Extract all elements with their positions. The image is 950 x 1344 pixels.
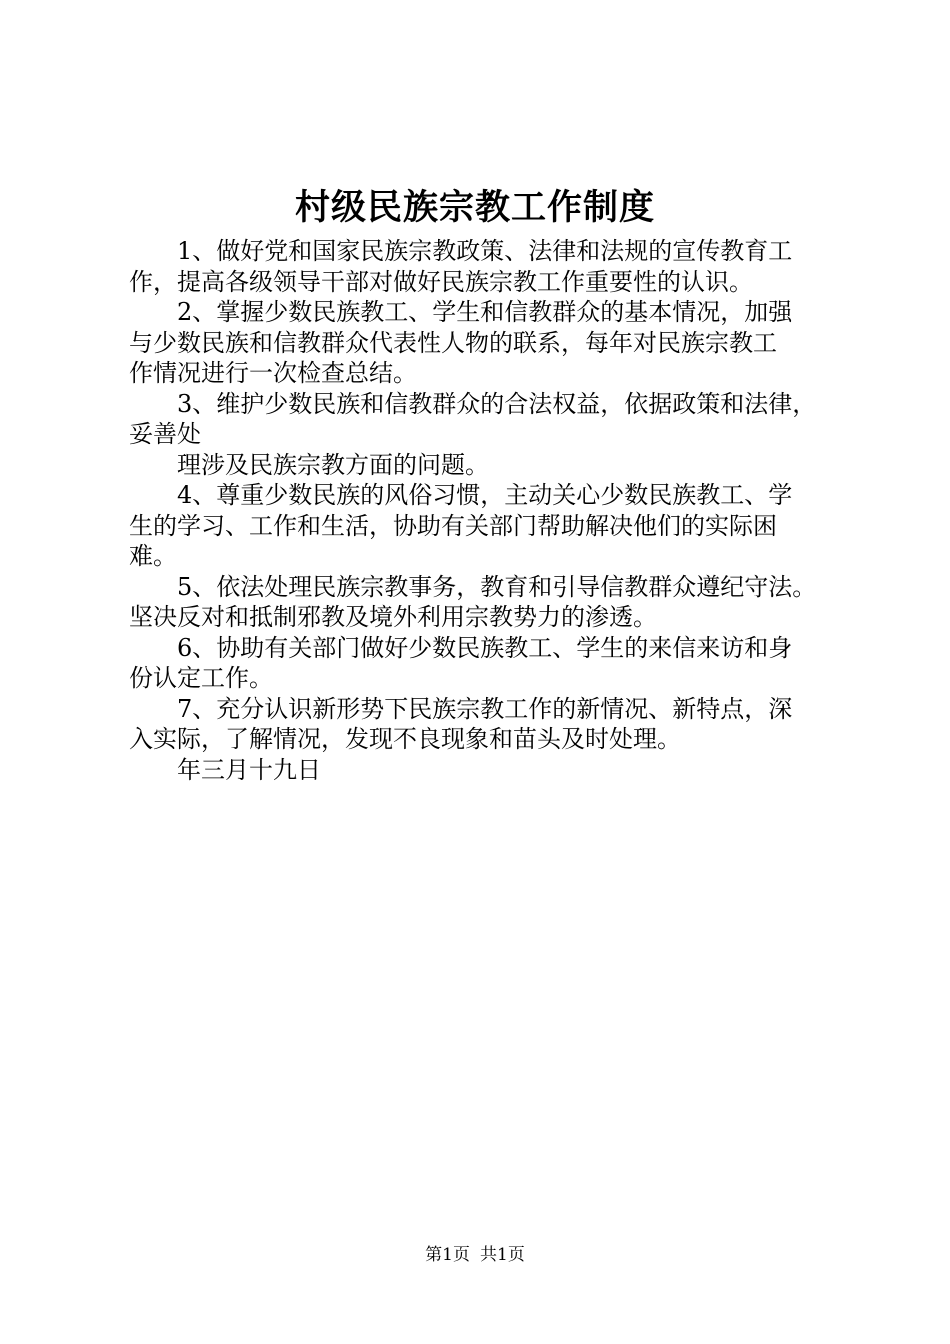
body-line: 难。 bbox=[129, 542, 177, 570]
page-number-total: 共1页 bbox=[480, 1245, 525, 1265]
body-line: 作情况进行一次检查总结。 bbox=[129, 359, 417, 387]
body-line: 6、协助有关部门做好少数民族教工、学生的来信来访和身 bbox=[177, 633, 793, 662]
body-line: 年三月十九日 bbox=[177, 755, 321, 784]
body-line: 3、维护少数民族和信教群众的合法权益，依据政策和法律， bbox=[177, 389, 817, 418]
body-line: 2、掌握少数民族教工、学生和信教群众的基本情况，加强 bbox=[177, 298, 793, 326]
body-line: 理涉及民族宗教方面的问题。 bbox=[177, 450, 489, 479]
document-body bbox=[129, 236, 857, 785]
body-line: 生的学习、工作和生活，协助有关部门帮助解决他们的实际困 bbox=[129, 511, 777, 540]
document-title: 村级民族宗教工作制度 bbox=[294, 187, 655, 228]
body-line: 份认定工作。 bbox=[129, 664, 273, 692]
page-number-current: 第1页 bbox=[425, 1245, 470, 1265]
body-line: 5、依法处理民族宗教事务，教育和引导信教群众遵纪守法。 bbox=[177, 572, 817, 601]
page-footer bbox=[0, 1243, 950, 1267]
body-line: 坚决反对和抵制邪教及境外利用宗教势力的渗透。 bbox=[129, 603, 657, 631]
body-line: 作，提高各级领导干部对做好民族宗教工作重要性的认识。 bbox=[129, 267, 753, 296]
body-line: 4、尊重少数民族的风俗习惯，主动关心少数民族教工、学 bbox=[177, 481, 793, 509]
body-line: 1、做好党和国家民族宗教政策、法律和法规的宣传教育工 bbox=[177, 237, 793, 265]
body-line: 7、充分认识新形势下民族宗教工作的新情况、新特点，深 bbox=[177, 694, 793, 723]
body-line: 妥善处 bbox=[129, 420, 201, 448]
body-line: 入实际，了解情况，发现不良现象和苗头及时处理。 bbox=[129, 725, 681, 753]
body-line: 与少数民族和信教群众代表性人物的联系，每年对民族宗教工 bbox=[129, 328, 777, 357]
